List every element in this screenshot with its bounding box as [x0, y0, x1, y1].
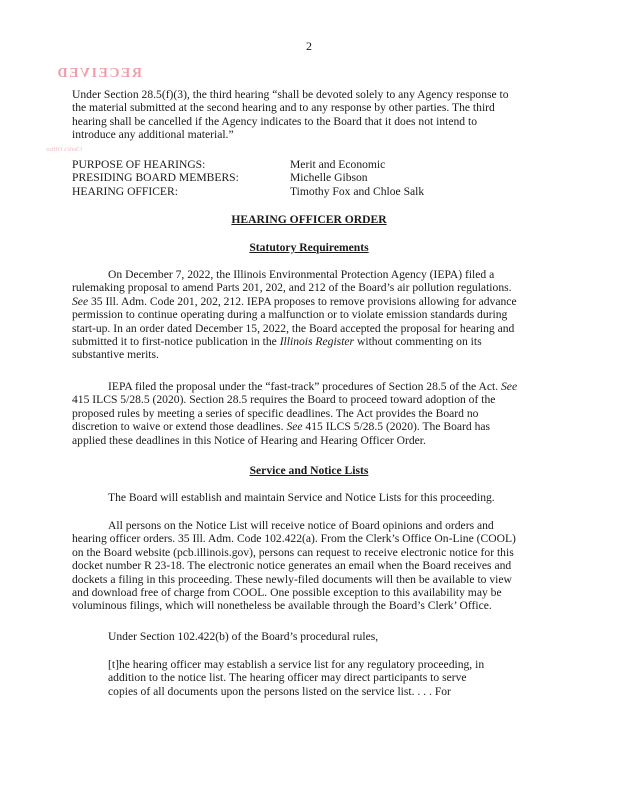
- text-line: Under Section 102.422(b) of the Board’s procedural rules,: [108, 630, 379, 643]
- see-citation: See: [501, 380, 518, 393]
- info-row-board-members: [72, 171, 542, 184]
- info-row-purpose: [72, 158, 542, 171]
- text-line: hearing officer orders. 35 Ill. Adm. Code 102.422(a). From the Clerk’s Office On-Line (COOL): [72, 532, 516, 546]
- info-label: PURPOSE OF HEARINGS:: [72, 158, 206, 171]
- text-line: addition to the notice list. The hearing officer may direct participants to serve: [108, 671, 467, 685]
- section-heading-service: Service and Notice Lists: [249, 464, 369, 477]
- text-line: [72, 420, 542, 433]
- text-line: [72, 295, 542, 308]
- text-line: Under Section 28.5(f)(3), the third hearing “shall be devoted solely to any Agency response to: [72, 88, 509, 101]
- text-line: All persons on the Notice List will receive notice of Board opinions and orders and: [108, 519, 494, 532]
- text-line: applied these deadlines in this Notice of Hearing and Hearing Officer Order.: [72, 433, 426, 447]
- text-line: [t]he hearing officer may establish a service list for any regulatory proceeding, in: [108, 658, 485, 671]
- text-line: copies of all documents upon the persons listed on the service list. . . . For: [108, 684, 451, 698]
- text-line: proposed rules by meeting a series of specific deadlines. The Act provides the Board no: [72, 406, 479, 420]
- paragraph-service-2: [72, 519, 542, 613]
- text-line: [72, 380, 542, 393]
- see-citation: See: [72, 294, 89, 308]
- info-label: HEARING OFFICER:: [72, 184, 178, 198]
- text-line: The Board will establish and maintain Service and Notice Lists for this proceeding.: [108, 491, 495, 504]
- text-line: docket number R 23-18. The electronic notice generates an email when the Board receives and: [72, 559, 512, 573]
- text-line: voluminous filings, which will nonetheless be available through the Board’s Clerk’ Office.: [72, 599, 492, 613]
- text-line: dockets a filing in this proceeding. These newly-filed documents will then be available to view: [72, 572, 512, 586]
- text-line: On December 7, 2022, the Illinois Environmental Protection Agency (IEPA) filed a: [108, 268, 495, 281]
- text-span: 35 Ill. Adm. Code 201, 202, 212. IEPA proposes to remove provisions allowing for advance: [88, 294, 517, 308]
- text-line: introduce any additional material.”: [72, 128, 234, 142]
- paragraph-statutory-2: [72, 380, 542, 447]
- text-line: [72, 335, 542, 348]
- paragraph-service-3: [72, 630, 542, 643]
- paragraph-statutory-1: [72, 268, 542, 362]
- text-span: IEPA filed the proposal under the “fast-track” procedures of Section 28.5 of the Act.: [108, 380, 501, 393]
- text-line: and download free of charge from COOL. One possible exception to this availability may be: [72, 586, 502, 600]
- info-row-hearing-officer: [72, 185, 542, 198]
- text-span: discretion to waive or extend those deadlines.: [72, 420, 287, 434]
- hearing-info-table: [72, 158, 542, 198]
- text-line: the material submitted at the second hearing and to any response by other parties. The third: [72, 101, 495, 115]
- info-value: Michelle Gibson: [290, 171, 368, 185]
- text-span: without commenting on its: [354, 335, 482, 349]
- order-title: HEARING OFFICER ORDER: [231, 213, 387, 226]
- see-citation: See: [286, 420, 303, 434]
- text-span: submitted it to first-notice publication in the: [72, 335, 280, 349]
- block-quote-rule: [108, 658, 542, 698]
- text-line: hearing shall be cancelled if the Agency indicates to the Board that it does not intend to: [72, 114, 478, 128]
- page-number: 2: [306, 39, 312, 53]
- text-span: 415 ILCS 5/28.5 (2020). The Board has: [302, 420, 491, 434]
- info-value: Timothy Fox and Chloe Salk: [290, 184, 425, 198]
- received-stamp-subtext: Clerk's Office: [46, 146, 83, 153]
- text-line: on the Board website (pcb.illinois.gov), persons can request to receive electronic notice for this: [72, 545, 514, 559]
- text-line: 415 ILCS 5/28.5 (2020). Section 28.5 requires the Board to proceed toward adoption of the: [72, 393, 496, 407]
- paragraph-service-1: [72, 491, 542, 504]
- text-line: substantive merits.: [72, 348, 159, 362]
- text-line: rulemaking proposal to amend Parts 201, 202, and 212 of the Board’s air pollution regulations.: [72, 281, 512, 295]
- info-label: PRESIDING BOARD MEMBERS:: [72, 171, 239, 185]
- section-quote-paragraph: [72, 88, 542, 142]
- section-heading-statutory: Statutory Requirements: [249, 241, 369, 254]
- illinois-register: Illinois Register: [279, 335, 355, 349]
- text-line: start-up. In an order dated December 15, 2022, the Board accepted the proposal for hearing and: [72, 321, 515, 335]
- text-line: permission to continue operating during a malfunction or to violate emission standards during: [72, 308, 508, 322]
- info-value: Merit and Economic: [290, 158, 386, 171]
- received-stamp: RECEIVED: [56, 66, 142, 81]
